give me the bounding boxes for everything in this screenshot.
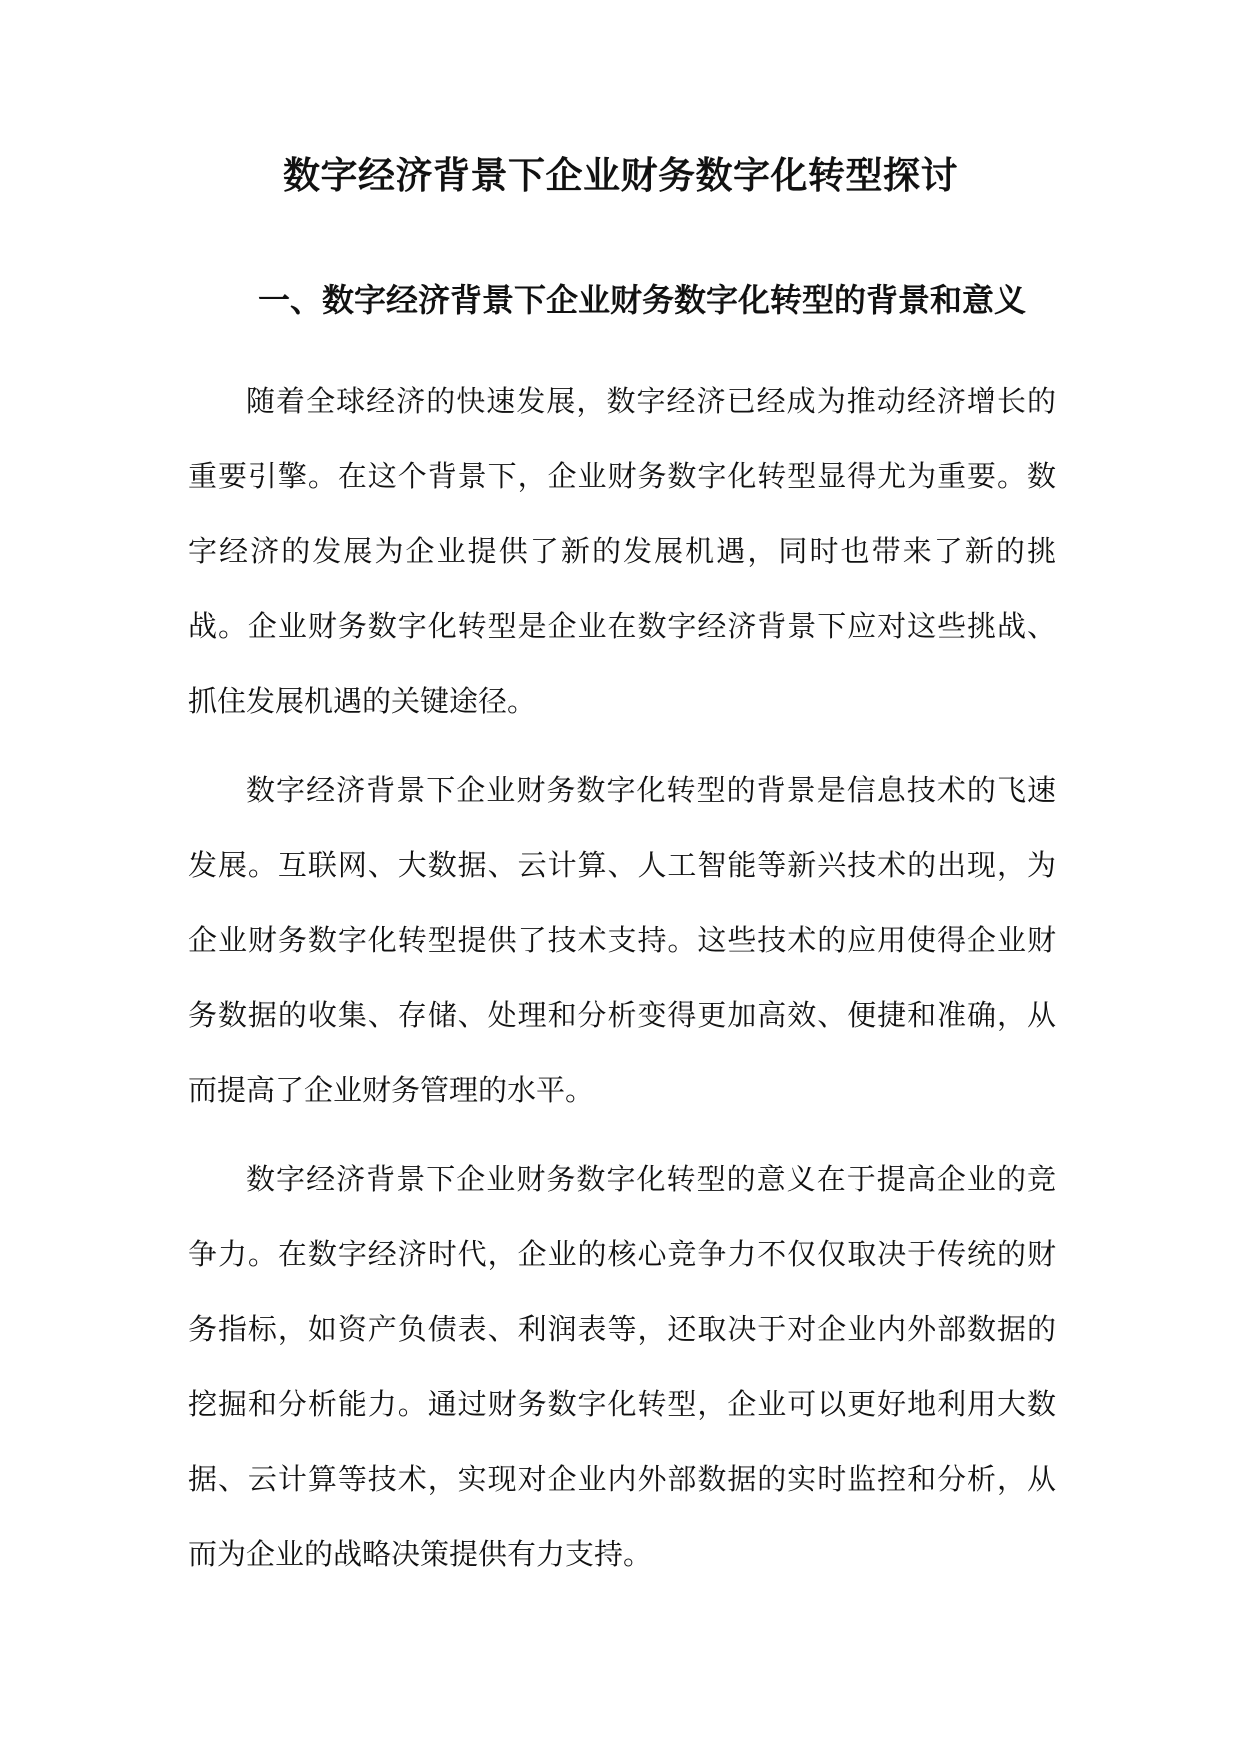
paragraph-1: 随着全球经济的快速发展，数字经济已经成为推动经济增长的重要引擎。在这个背景下，企业财务数字化转型显得尤为重要。数字经济的发展为企业提供了新的发展机遇，同时也带来了新的挑战。企业财务数字化转型是企业在数字经济背景下应对这些挑战、抓住发展机遇的关键途径。 bbox=[188, 384, 1056, 718]
document-title: 数字经济背景下企业财务数字化转型探讨 bbox=[283, 153, 958, 197]
paragraph-3: 数字经济背景下企业财务数字化转型的意义在于提高企业的竞争力。在数字经济时代，企业的核心竞争力不仅仅取决于传统的财务指标，如资产负债表、利润表等，还取决于对企业内外部数据的挖掘和分析能力。通过财务数字化转型，企业可以更好地利用大数据、云计算等技术，实现对企业内外部数据的实时监控和分析，从而为企业的战略决策提供有力支持。 bbox=[188, 1162, 1056, 1571]
document-body bbox=[188, 364, 1056, 1606]
section-heading: 一、数字经济背景下企业财务数字化转型的背景和意义 bbox=[258, 281, 1027, 319]
paragraph-2: 数字经济背景下企业财务数字化转型的背景是信息技术的飞速发展。互联网、大数据、云计算、人工智能等新兴技术的出现，为企业财务数字化转型提供了技术支持。这些技术的应用使得企业财务数据的收集、存储、处理和分析变得更加高效、便捷和准确，从而提高了企业财务管理的水平。 bbox=[188, 773, 1056, 1107]
